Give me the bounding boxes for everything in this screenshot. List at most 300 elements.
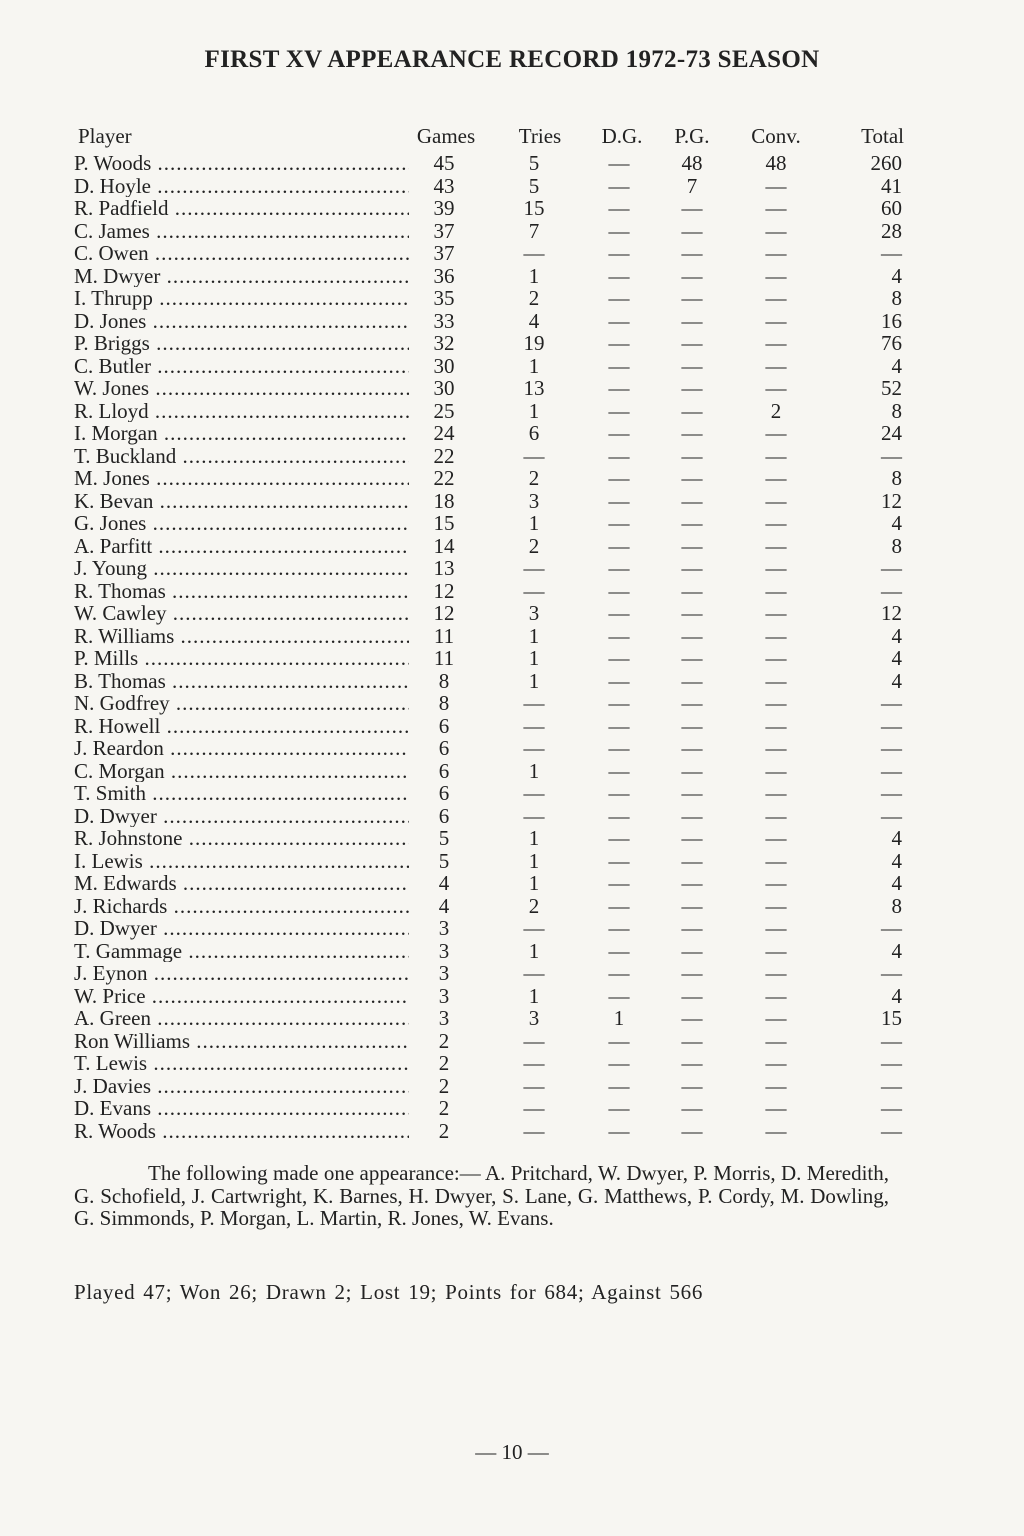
player-cell xyxy=(74,310,409,333)
games-cell: 5 xyxy=(438,826,450,850)
pg-cell: — xyxy=(681,623,703,648)
games-cell: 15 xyxy=(433,511,455,535)
player-cell xyxy=(74,827,409,850)
tries-cell: 1 xyxy=(528,263,540,288)
player-cell xyxy=(74,377,409,400)
dg-cell: — xyxy=(608,781,630,805)
tries-cell: 1 xyxy=(528,871,540,895)
dg-cell: — xyxy=(608,443,630,468)
pg-cell: — xyxy=(681,1118,703,1143)
total-cell: 12 xyxy=(881,601,902,625)
dg-cell: — xyxy=(608,826,630,850)
games-cell: 37 xyxy=(433,241,455,265)
header-tries: Tries xyxy=(518,124,562,148)
pg-cell: — xyxy=(681,353,703,378)
pg-cell: — xyxy=(681,961,703,985)
conv-cell: — xyxy=(765,1051,787,1075)
conv-cell: — xyxy=(765,421,787,445)
table-row xyxy=(74,1030,904,1053)
tries-cell: 6 xyxy=(528,421,540,445)
total-cell: 41 xyxy=(881,173,902,198)
games-cell: 11 xyxy=(433,646,455,670)
pg-cell: — xyxy=(681,893,703,918)
total-cell: 4 xyxy=(891,511,902,535)
tries-cell: — xyxy=(523,443,545,468)
total-cell: — xyxy=(881,961,902,985)
page-number: — 10 — xyxy=(475,1440,549,1464)
player-name: T. Smith xyxy=(74,782,146,805)
pg-cell: — xyxy=(681,196,703,220)
pg-cell: — xyxy=(681,286,703,310)
tries-cell: 1 xyxy=(528,938,540,963)
table-row xyxy=(74,1007,904,1030)
table-row xyxy=(74,445,904,468)
pg-cell: — xyxy=(681,443,703,468)
dg-cell: — xyxy=(608,308,630,333)
conv-cell: — xyxy=(765,938,787,963)
table-row xyxy=(74,400,904,423)
games-cell: 25 xyxy=(433,398,455,423)
dot-leader xyxy=(164,737,409,760)
dg-cell: — xyxy=(608,736,630,760)
dg-cell: — xyxy=(608,691,630,715)
total-cell: 4 xyxy=(891,871,902,895)
total-cell: 15 xyxy=(881,1006,902,1030)
dot-leader xyxy=(167,602,409,625)
games-cell: 2 xyxy=(438,1073,450,1098)
dg-cell: — xyxy=(608,893,630,918)
games-cell: 2 xyxy=(438,1028,450,1053)
table-header xyxy=(74,120,904,152)
games-cell: 36 xyxy=(433,263,455,288)
player-cell xyxy=(74,737,409,760)
player-name: I. Lewis xyxy=(74,849,143,872)
table-row xyxy=(74,827,904,850)
games-cell: 22 xyxy=(433,466,455,490)
total-cell: — xyxy=(881,443,902,468)
conv-cell: — xyxy=(765,1096,787,1120)
pg-cell: — xyxy=(681,241,703,265)
dot-leader xyxy=(149,400,409,423)
tries-cell: — xyxy=(523,1118,545,1143)
player-cell xyxy=(74,625,409,648)
pg-cell: — xyxy=(681,331,703,355)
conv-cell: — xyxy=(765,758,787,783)
dg-cell: — xyxy=(608,173,630,198)
dg-cell: — xyxy=(608,556,630,580)
games-cell: 30 xyxy=(433,353,455,378)
dg-cell: — xyxy=(608,938,630,963)
total-cell: 4 xyxy=(891,826,902,850)
dg-cell: — xyxy=(608,623,630,648)
dot-leader xyxy=(157,917,409,940)
conv-cell: — xyxy=(765,488,787,513)
games-cell: 2 xyxy=(438,1051,450,1075)
dot-leader xyxy=(146,310,409,333)
conv-cell: — xyxy=(765,1006,787,1030)
dg-cell: — xyxy=(608,1051,630,1075)
games-cell: 35 xyxy=(433,286,455,310)
player-cell xyxy=(74,355,409,378)
table-row xyxy=(74,737,904,760)
table-row xyxy=(74,422,904,445)
pg-cell: — xyxy=(681,758,703,783)
total-cell: 4 xyxy=(891,938,902,963)
player-name: W. Cawley xyxy=(74,602,167,625)
games-cell: 13 xyxy=(433,556,455,580)
player-cell xyxy=(74,647,409,670)
player-name: R. Padfield xyxy=(74,197,169,220)
total-cell: 8 xyxy=(891,466,902,490)
table-row xyxy=(74,197,904,220)
player-name: C. Butler xyxy=(74,354,151,377)
tries-cell: 1 xyxy=(528,353,540,378)
table-row xyxy=(74,940,904,963)
tries-cell: 5 xyxy=(528,151,540,175)
total-cell: 24 xyxy=(881,421,902,445)
player-name: T. Gammage xyxy=(74,939,183,962)
player-name: C. Owen xyxy=(74,242,149,265)
player-cell xyxy=(74,400,409,423)
tries-cell: 3 xyxy=(528,488,540,513)
dg-cell: — xyxy=(608,803,630,828)
pg-cell: — xyxy=(681,848,703,873)
player-name: A. Parfitt xyxy=(74,534,153,557)
player-name: A. Green xyxy=(74,1007,151,1030)
conv-cell: — xyxy=(765,218,787,243)
player-cell xyxy=(74,962,409,985)
total-cell: — xyxy=(881,803,902,828)
dg-cell: — xyxy=(608,578,630,603)
pg-cell: 48 xyxy=(681,151,703,175)
games-cell: 11 xyxy=(433,623,455,648)
player-cell xyxy=(74,242,409,265)
dot-leader xyxy=(160,715,409,738)
pg-cell: — xyxy=(681,713,703,738)
player-cell xyxy=(74,940,409,963)
conv-cell: — xyxy=(765,893,787,918)
pg-cell: — xyxy=(681,803,703,828)
dot-leader xyxy=(147,557,409,580)
player-name: T. Buckland xyxy=(74,444,177,467)
player-name: D. Dwyer xyxy=(74,917,157,940)
conv-cell: — xyxy=(765,668,787,693)
conv-cell: — xyxy=(765,1118,787,1143)
header-pg: P.G. xyxy=(674,124,710,148)
tries-cell: — xyxy=(523,1073,545,1098)
dg-cell: — xyxy=(608,1073,630,1098)
dg-cell: — xyxy=(608,218,630,243)
player-name: R. Howell xyxy=(74,714,161,737)
tries-cell: — xyxy=(523,1051,545,1075)
dg-cell: — xyxy=(608,241,630,265)
tries-cell: 19 xyxy=(523,331,545,355)
tries-cell: — xyxy=(523,736,545,760)
dg-cell: — xyxy=(608,848,630,873)
player-cell xyxy=(74,332,409,355)
player-name: R. Woods xyxy=(74,1119,156,1142)
player-name: J. Davies xyxy=(74,1074,151,1097)
pg-cell: — xyxy=(681,466,703,490)
conv-cell: — xyxy=(765,331,787,355)
player-cell xyxy=(74,152,409,175)
player-name: J. Eynon xyxy=(74,962,148,985)
dot-leader xyxy=(169,197,410,220)
dot-leader xyxy=(177,872,409,895)
player-cell xyxy=(74,1097,409,1120)
dot-leader xyxy=(158,422,409,445)
pg-cell: — xyxy=(681,1073,703,1098)
total-cell: — xyxy=(881,1096,902,1120)
total-cell: 4 xyxy=(891,646,902,670)
dg-cell: — xyxy=(608,646,630,670)
header-dg: D.G. xyxy=(601,124,643,148)
table-row xyxy=(74,1120,904,1143)
tries-cell: — xyxy=(523,1096,545,1120)
pg-cell: — xyxy=(681,488,703,513)
tries-cell: 2 xyxy=(528,466,540,490)
player-cell xyxy=(74,445,409,468)
games-cell: 8 xyxy=(438,668,450,693)
player-cell xyxy=(74,1030,409,1053)
player-cell xyxy=(74,895,409,918)
table-row xyxy=(74,265,904,288)
table-row xyxy=(74,535,904,558)
player-name: N. Godfrey xyxy=(74,692,170,715)
conv-cell: — xyxy=(765,263,787,288)
table-row xyxy=(74,647,904,670)
dot-leader xyxy=(146,512,409,535)
table-row xyxy=(74,557,904,580)
total-cell: 8 xyxy=(891,286,902,310)
dot-leader xyxy=(151,1097,409,1120)
total-cell: 4 xyxy=(891,353,902,378)
total-cell: — xyxy=(881,1051,902,1075)
games-cell: 12 xyxy=(433,601,455,625)
dot-leader xyxy=(150,332,409,355)
one-appearance-note: The following made one appearance:— A. Pritchard, W. Dwyer, P. Morris, D. Meredith, G. Schofield, J. Cartwright, K. Barnes, H. Dwyer, S. Lane, G. Matthews, P. Cordy, M. Dowling, G. Simmonds, P. Morgan, L. Martin, R. Jones, W. Evans. xyxy=(74,1161,889,1230)
tries-cell: — xyxy=(523,1028,545,1053)
player-cell xyxy=(74,287,409,310)
dg-cell: — xyxy=(608,601,630,625)
games-cell: 18 xyxy=(433,488,455,513)
conv-cell: — xyxy=(765,308,787,333)
games-cell: 3 xyxy=(438,938,450,963)
pg-cell: — xyxy=(681,691,703,715)
dot-leader xyxy=(153,490,409,513)
conv-cell: — xyxy=(765,556,787,580)
total-cell: — xyxy=(881,713,902,738)
pg-cell: — xyxy=(681,398,703,423)
total-cell: 12 xyxy=(881,488,902,513)
dg-cell: — xyxy=(608,421,630,445)
season-summary: Played 47; Won 26; Drawn 2; Lost 19; Points for 684; Against 566 xyxy=(74,1280,704,1304)
pg-cell: — xyxy=(681,376,703,400)
player-name: J. Reardon xyxy=(74,737,164,760)
dot-leader xyxy=(146,985,409,1008)
dot-leader xyxy=(149,377,409,400)
conv-cell: — xyxy=(765,646,787,670)
tries-cell: 15 xyxy=(523,196,545,220)
tries-cell: 1 xyxy=(528,826,540,850)
games-cell: 45 xyxy=(433,151,455,175)
player-cell xyxy=(74,850,409,873)
dg-cell: — xyxy=(608,263,630,288)
dg-cell: — xyxy=(608,961,630,985)
conv-cell: — xyxy=(765,713,787,738)
games-cell: 3 xyxy=(438,1006,450,1030)
dot-leader xyxy=(176,445,409,468)
table-row xyxy=(74,512,904,535)
table-row xyxy=(74,1052,904,1075)
table-row xyxy=(74,872,904,895)
games-cell: 3 xyxy=(438,983,450,1008)
tries-cell: 1 xyxy=(528,398,540,423)
player-name: R. Johnstone xyxy=(74,827,183,850)
tries-cell: — xyxy=(523,556,545,580)
dot-leader xyxy=(156,1120,409,1143)
games-cell: 8 xyxy=(438,691,450,715)
dot-leader xyxy=(150,220,409,243)
player-cell xyxy=(74,985,409,1008)
dg-cell: — xyxy=(608,331,630,355)
pg-cell: — xyxy=(681,578,703,603)
player-cell xyxy=(74,760,409,783)
games-cell: 5 xyxy=(438,848,450,873)
games-cell: 22 xyxy=(433,443,455,468)
tries-cell: 1 xyxy=(528,758,540,783)
conv-cell: — xyxy=(765,848,787,873)
table-row xyxy=(74,1097,904,1120)
table-row xyxy=(74,152,904,175)
total-cell: 76 xyxy=(881,331,902,355)
player-cell xyxy=(74,1120,409,1143)
conv-cell: — xyxy=(765,466,787,490)
pg-cell: — xyxy=(681,1006,703,1030)
tries-cell: — xyxy=(523,781,545,805)
conv-cell: 2 xyxy=(770,398,782,423)
total-cell: — xyxy=(881,556,902,580)
total-cell: — xyxy=(881,758,902,783)
player-cell xyxy=(74,535,409,558)
conv-cell: — xyxy=(765,241,787,265)
conv-cell: — xyxy=(765,601,787,625)
total-cell: 16 xyxy=(881,308,902,333)
pg-cell: — xyxy=(681,1051,703,1075)
dot-leader xyxy=(166,670,409,693)
total-cell: 260 xyxy=(870,151,902,175)
player-name: J. Richards xyxy=(74,894,168,917)
table-row xyxy=(74,962,904,985)
conv-cell: — xyxy=(765,443,787,468)
dot-leader xyxy=(146,782,409,805)
conv-cell: — xyxy=(765,196,787,220)
table-row xyxy=(74,602,904,625)
header-games: Games xyxy=(416,124,476,148)
player-cell xyxy=(74,175,409,198)
games-cell: 30 xyxy=(433,376,455,400)
pg-cell: — xyxy=(681,601,703,625)
dg-cell: — xyxy=(608,871,630,895)
player-cell xyxy=(74,197,409,220)
pg-cell: 7 xyxy=(686,173,698,198)
dg-cell: — xyxy=(608,1028,630,1053)
dg-cell: — xyxy=(608,713,630,738)
total-cell: 52 xyxy=(881,376,902,400)
pg-cell: — xyxy=(681,916,703,940)
dg-cell: — xyxy=(608,398,630,423)
conv-cell: — xyxy=(765,1073,787,1098)
table-row xyxy=(74,692,904,715)
player-cell xyxy=(74,805,409,828)
player-cell xyxy=(74,580,409,603)
tries-cell: 3 xyxy=(528,601,540,625)
player-cell xyxy=(74,422,409,445)
total-cell: 8 xyxy=(891,533,902,558)
table-row xyxy=(74,715,904,738)
dot-leader xyxy=(151,1075,409,1098)
total-cell: — xyxy=(881,781,902,805)
page-title: FIRST XV APPEARANCE RECORD 1972-73 SEASON xyxy=(204,46,820,73)
pg-cell: — xyxy=(681,218,703,243)
pg-cell: — xyxy=(681,511,703,535)
player-cell xyxy=(74,872,409,895)
tries-cell: 7 xyxy=(528,218,540,243)
games-cell: 3 xyxy=(438,961,450,985)
games-cell: 12 xyxy=(433,578,455,603)
table-row xyxy=(74,850,904,873)
table-row xyxy=(74,332,904,355)
pg-cell: — xyxy=(681,736,703,760)
pg-cell: — xyxy=(681,646,703,670)
games-cell: 6 xyxy=(438,803,450,828)
conv-cell: — xyxy=(765,961,787,985)
conv-cell: — xyxy=(765,578,787,603)
total-cell: — xyxy=(881,578,902,603)
dot-leader xyxy=(153,287,409,310)
total-cell: 28 xyxy=(881,218,902,243)
conv-cell: — xyxy=(765,826,787,850)
conv-cell: — xyxy=(765,376,787,400)
total-cell: 4 xyxy=(891,668,902,693)
table-row xyxy=(74,1075,904,1098)
total-cell: — xyxy=(881,736,902,760)
tries-cell: 5 xyxy=(528,173,540,198)
table-row xyxy=(74,895,904,918)
tries-cell: — xyxy=(523,241,545,265)
player-cell xyxy=(74,490,409,513)
player-name: R. Thomas xyxy=(74,579,166,602)
total-cell: 8 xyxy=(891,893,902,918)
dot-leader xyxy=(167,895,409,918)
dg-cell: — xyxy=(608,533,630,558)
player-cell xyxy=(74,670,409,693)
table-row xyxy=(74,805,904,828)
dot-leader xyxy=(149,242,409,265)
table-row xyxy=(74,490,904,513)
player-name: K. Bevan xyxy=(74,489,154,512)
player-name: G. Jones xyxy=(74,512,147,535)
pg-cell: — xyxy=(681,556,703,580)
tries-cell: 1 xyxy=(528,668,540,693)
dg-cell: — xyxy=(608,466,630,490)
player-cell xyxy=(74,782,409,805)
player-name: C. James xyxy=(74,219,150,242)
pg-cell: — xyxy=(681,308,703,333)
table-row xyxy=(74,985,904,1008)
table-row xyxy=(74,782,904,805)
tries-cell: 2 xyxy=(528,286,540,310)
